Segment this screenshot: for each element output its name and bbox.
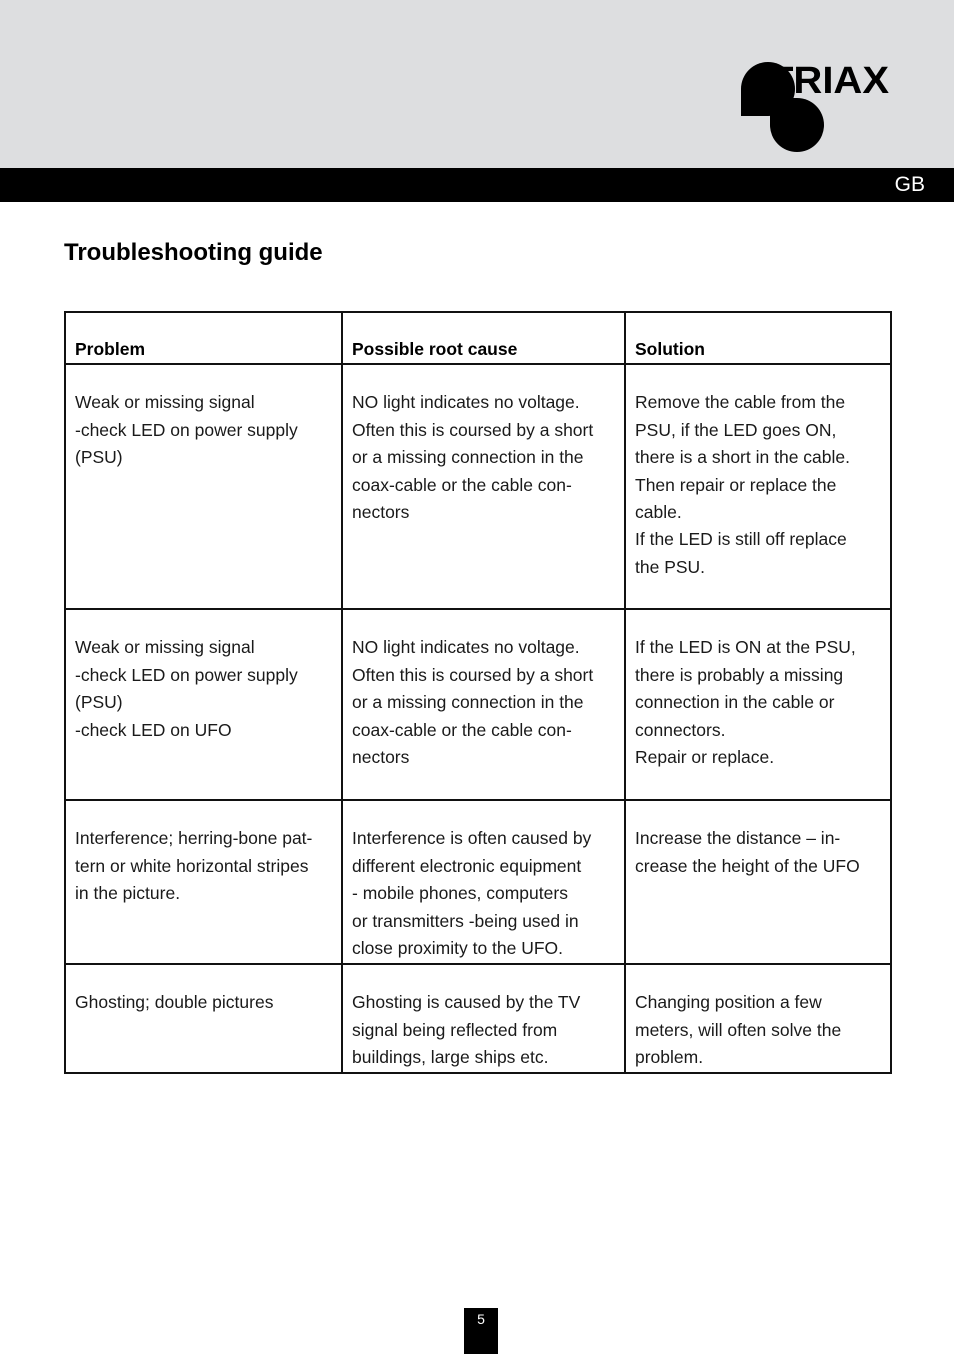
page-number: 5	[464, 1308, 498, 1354]
problem-cell: Weak or missing signal -check LED on power supply (PSU) -check LED on UFO	[65, 609, 342, 800]
solution-cell: Changing position a few meters, will often solve the problem.	[625, 964, 891, 1073]
column-header-cause: Possible root cause	[342, 312, 625, 364]
troubleshooting-table	[64, 311, 892, 1074]
header-band	[0, 0, 954, 168]
solution-cell: Increase the distance – in- crease the height of the UFO	[625, 800, 891, 964]
table-row	[65, 364, 891, 609]
problem-cell: Interference; herring-bone pat- tern or white horizontal stripes in the picture.	[65, 800, 342, 964]
page-title: Troubleshooting guide	[64, 239, 323, 266]
language-code: GB	[894, 173, 925, 196]
cause-cell: Interference is often caused by different electronic equipment - mobile phones, computers or transmitters -being used in close proximity to the UFO.	[342, 800, 625, 964]
solution-cell: If the LED is ON at the PSU, there is probably a missing connection in the cable or connectors. Repair or replace.	[625, 609, 891, 800]
table-header-row	[65, 312, 891, 364]
triax-logo	[714, 62, 894, 154]
problem-cell: Ghosting; double pictures	[65, 964, 342, 1073]
solution-cell: Remove the cable from the PSU, if the LED goes ON, there is a short in the cable. Then repair or replace the cable. If the LED is still off replace the PSU.	[625, 364, 891, 609]
column-header-solution: Solution	[625, 312, 891, 364]
cause-cell: Ghosting is caused by the TV signal being reflected from buildings, large ships etc.	[342, 964, 625, 1073]
problem-cell: Weak or missing signal -check LED on power supply (PSU)	[65, 364, 342, 609]
language-bar	[0, 168, 954, 202]
table-row	[65, 964, 891, 1073]
column-header-problem: Problem	[65, 312, 342, 364]
table-row	[65, 609, 891, 800]
cause-cell: NO light indicates no voltage. Often this is coursed by a short or a missing connection in the coax-cable or the cable con- nectors	[342, 364, 625, 609]
cause-cell: NO light indicates no voltage. Often this is coursed by a short or a missing connection in the coax-cable or the cable con- nectors	[342, 609, 625, 800]
logo-wordmark: TRIAX	[769, 62, 890, 102]
table-row	[65, 800, 891, 964]
